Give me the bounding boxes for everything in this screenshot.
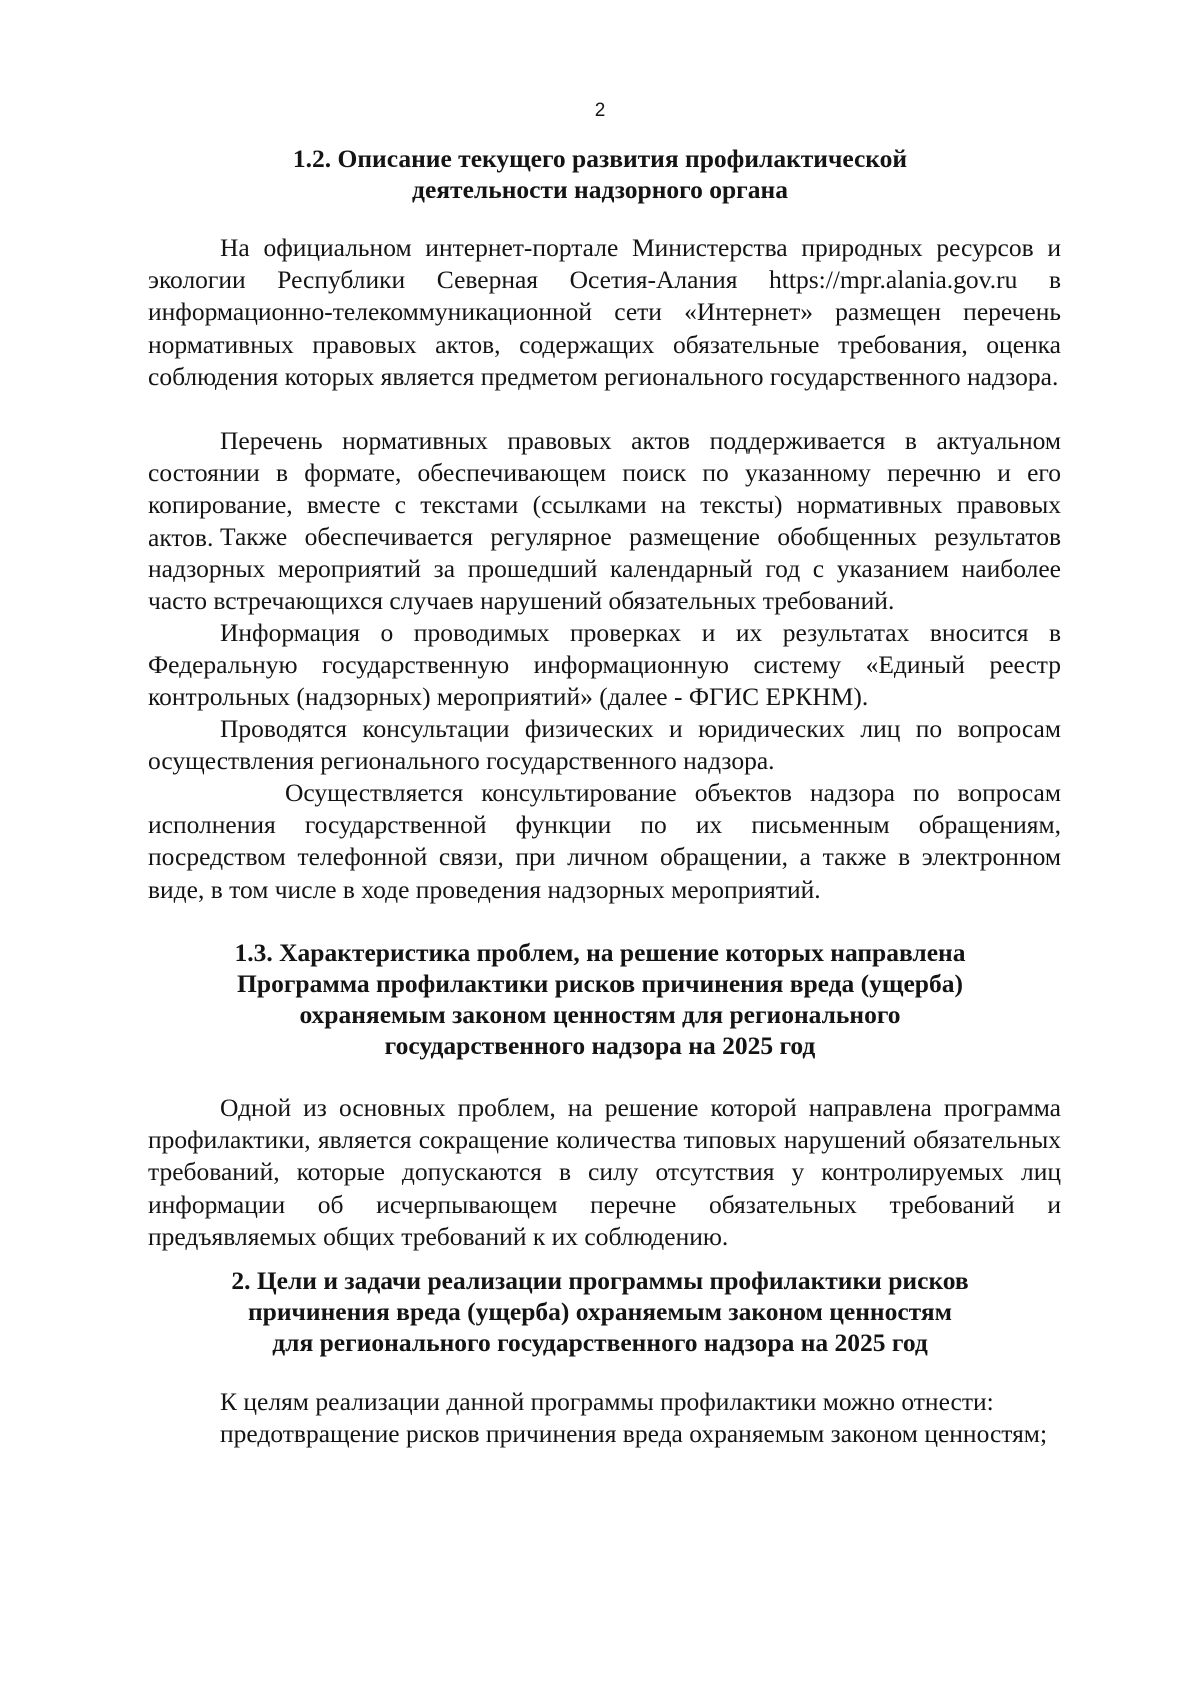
paragraph-consulting-objects: Осуществляется консультирование объектов надзора по вопросам исполнения государственной функции по их письменным обращениям, посредством телефонной связи, при личном обращении, а также в электронном виде, в том числе в ходе проведения надзорных мероприятий. <box>148 778 1061 904</box>
section-2-heading <box>150 1265 1050 1358</box>
page-number: 2 <box>594 100 606 121</box>
paragraph-consultations: Проводятся консультации физических и юридических лиц по вопросам осуществления регионального государственного надзора. <box>148 714 1061 776</box>
section-2-heading-line: для регионального государственного надзора на 2025 год <box>272 1328 928 1357</box>
goals-intro-line: К целям реализации данной программы профилактики можно отнести: <box>220 1387 994 1416</box>
paragraph-results-publication: Также обеспечивается регулярное размещение обобщенных результатов надзорных мероприятий за прошедший календарный год с указанием наиболее часто встречающихся случаев нарушений обязательных требований. <box>148 522 1061 616</box>
section-1-2-heading-line: деятельности надзорного органа <box>412 175 788 204</box>
section-1-3-heading-line: государственного надзора на 2025 год <box>384 1031 816 1060</box>
section-1-3-heading-line: охраняемым законом ценностям для регионального <box>299 1000 901 1029</box>
paragraph-portal-info: На официальном интернет-портале Министерства природных ресурсов и экологии Республики Северная Осетия-Алания https://mpr.alania.gov.ru в информационно-телекоммуникационной сети «Интернет» размещен перечень нормативных правовых актов, содержащих обязательные требования, оценка соблюдения которых является предметом регионального государственного надзора. <box>148 233 1061 391</box>
section-1-3-heading <box>150 937 1050 1061</box>
paragraph-acts-list: Перечень нормативных правовых актов поддерживается в актуальном состоянии в формате, обеспечивающем поиск по указанному перечню и его копирование, вместе с текстами (ссылками на тексты) нормативных правовых актов. <box>148 426 1061 552</box>
section-1-2-heading-line: 1.2. Описание текущего развития профилактической <box>292 144 908 173</box>
section-1-3-heading-line: Программа профилактики рисков причинения вреда (ущерба) <box>237 969 963 998</box>
paragraph-main-problem: Одной из основных проблем, на решение которой направлена программа профилактики, является сокращение количества типовых нарушений обязательных требований, которые допускаются в силу отсутствия у контролируемых лиц информации об исчерпывающем перечне обязательных требований и предъявляемых общих требований к их соблюдению. <box>148 1093 1061 1251</box>
section-2-heading-line: 2. Цели и задачи реализации программы профилактики рисков <box>231 1266 969 1295</box>
goals-item-line: предотвращение рисков причинения вреда охраняемым законом ценностям; <box>220 1419 1048 1448</box>
paragraph-erknm-info: Информация о проводимых проверках и их результатах вносится в Федеральную государственную информационную систему «Единый реестр контрольных (надзорных) мероприятий» (далее - ФГИС ЕРКНМ). <box>148 618 1061 712</box>
section-1-2-heading <box>150 143 1050 205</box>
section-2-heading-line: причинения вреда (ущерба) охраняемым законом ценностям <box>247 1297 953 1326</box>
section-1-3-heading-line: 1.3. Характеристика проблем, на решение которых направлена <box>234 938 966 967</box>
